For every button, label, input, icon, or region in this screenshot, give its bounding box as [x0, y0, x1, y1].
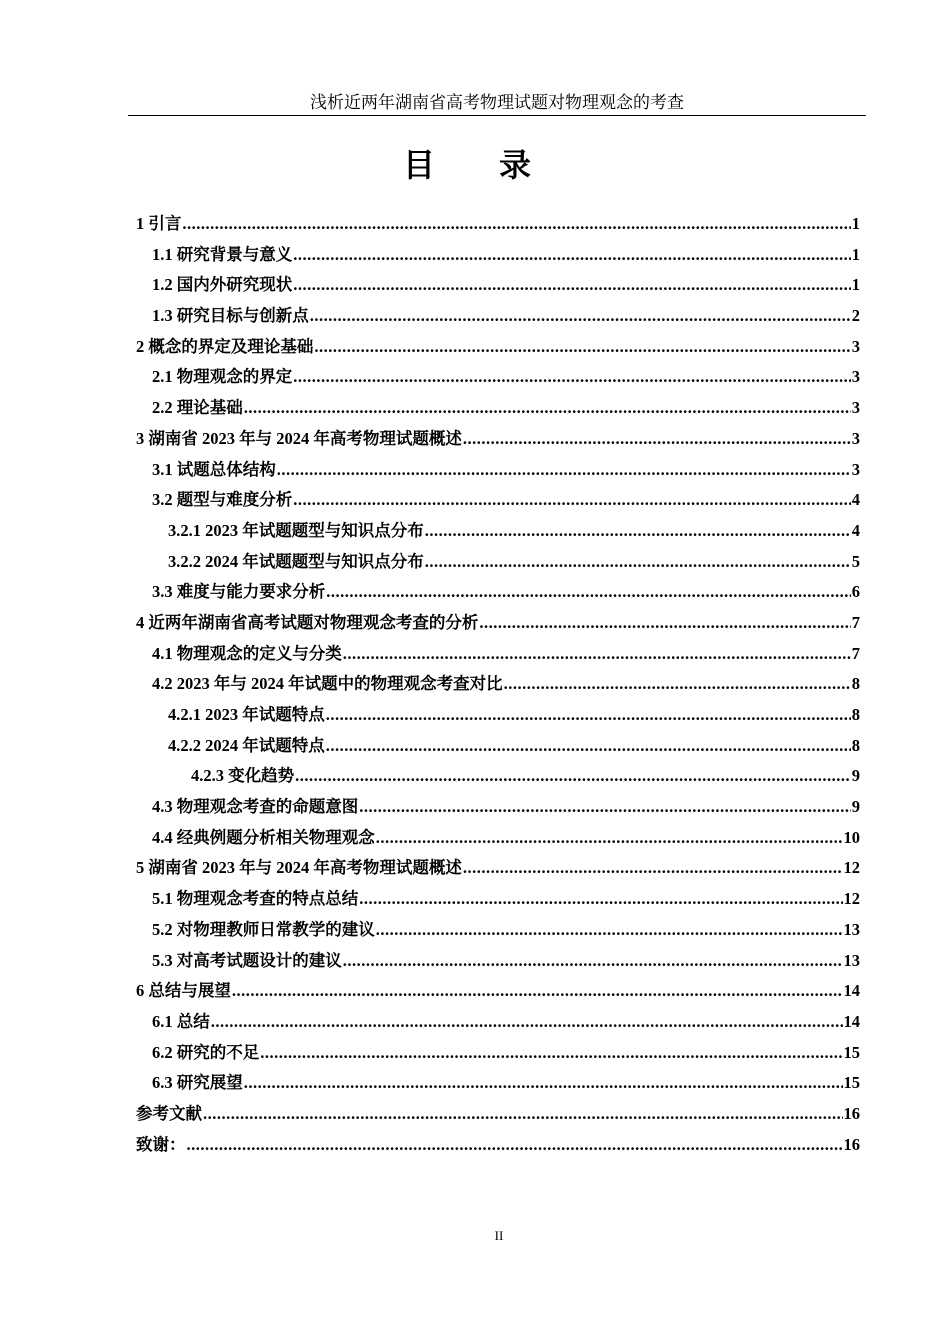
- toc-entry[interactable]: [136, 393, 860, 424]
- toc-entry[interactable]: [136, 547, 860, 578]
- toc-leader-dots: [211, 1007, 843, 1038]
- toc-entry-page: 15: [843, 1042, 860, 1062]
- toc-leader-dots: [463, 424, 851, 455]
- toc-entry-label: 4.1 物理观念的定义与分类: [152, 643, 342, 663]
- toc-entry[interactable]: [136, 792, 860, 823]
- toc-entry[interactable]: [136, 669, 860, 700]
- toc-entry-label: 1.3 研究目标与创新点: [152, 306, 309, 326]
- toc-entry-label: 4.3 物理观念考查的命题意图: [152, 797, 359, 817]
- toc-entry[interactable]: [136, 823, 860, 854]
- toc-entry-label: 3.2 题型与难度分析: [152, 490, 293, 510]
- toc-entry[interactable]: [136, 700, 860, 731]
- toc-leader-dots: [504, 669, 851, 700]
- toc-entry-page: 1: [851, 214, 860, 233]
- toc-entry-label: 参考文献: [136, 1103, 202, 1123]
- toc-entry-page: 6: [851, 582, 860, 602]
- toc-entry-page: 14: [843, 1011, 860, 1031]
- toc-entry-page: 16: [843, 1103, 860, 1123]
- toc-entry-label: 5.2 对物理教师日常教学的建议: [152, 919, 375, 939]
- toc-leader-dots: [326, 731, 851, 762]
- toc-entry-page: 10: [843, 827, 860, 847]
- toc-entry[interactable]: [136, 362, 860, 393]
- toc-entry[interactable]: [136, 1007, 860, 1038]
- toc-entry[interactable]: [136, 608, 860, 639]
- toc-entry-page: 8: [851, 674, 860, 694]
- toc-entry[interactable]: [136, 761, 860, 792]
- toc-entry-page: 8: [851, 705, 860, 724]
- toc-entry-label: 5.3 对高考试题设计的建议: [152, 950, 342, 970]
- toc-entry-page: 3: [851, 336, 860, 356]
- toc-entry-label: 6.2 研究的不足: [152, 1042, 260, 1062]
- toc-entry[interactable]: [136, 639, 860, 670]
- toc-entry-label: 6.1 总结: [152, 1011, 210, 1031]
- toc-leader-dots: [277, 455, 851, 486]
- toc-entry[interactable]: [136, 424, 860, 455]
- toc-leader-dots: [310, 301, 851, 332]
- header-rule: [128, 115, 866, 116]
- toc-entry-page: 1: [851, 244, 860, 264]
- toc-leader-dots: [293, 485, 851, 516]
- toc-leader-dots: [425, 547, 851, 578]
- toc-leader-dots: [187, 1130, 843, 1161]
- toc-entry[interactable]: [136, 1130, 860, 1161]
- toc-leader-dots: [376, 915, 843, 946]
- toc-entry-label: 4.4 经典例题分析相关物理观念: [152, 827, 375, 847]
- toc-entry-label: 3.2.1 2023 年试题题型与知识点分布: [168, 520, 424, 540]
- toc-entry[interactable]: [136, 884, 860, 915]
- toc-entry-page: 9: [851, 797, 860, 817]
- toc-entry-label: 4.2.2 2024 年试题特点: [168, 735, 325, 755]
- toc-entry-page: 3: [851, 398, 860, 418]
- toc-entry[interactable]: [136, 853, 860, 884]
- toc-entry[interactable]: [136, 301, 860, 332]
- toc-entry-page: 3: [851, 367, 860, 387]
- toc-entry[interactable]: [136, 240, 860, 271]
- toc-entry-label: 5 湖南省 2023 年与 2024 年高考物理试题概述: [136, 858, 462, 878]
- toc-entry[interactable]: [136, 946, 860, 977]
- toc-entry[interactable]: [136, 915, 860, 946]
- toc-entry-page: 13: [843, 919, 860, 939]
- toc-entry-label: 6 总结与展望: [136, 981, 231, 1001]
- toc-entry[interactable]: [136, 516, 860, 547]
- toc-leader-dots: [293, 240, 851, 271]
- toc-leader-dots: [232, 976, 843, 1007]
- toc-entry-page: 4: [851, 520, 860, 540]
- toc-leader-dots: [343, 639, 851, 670]
- toc-entry-page: 3: [851, 428, 860, 448]
- table-of-contents: [136, 209, 860, 1160]
- toc-entry[interactable]: [136, 485, 860, 516]
- toc-entry-page: 16: [843, 1134, 860, 1154]
- toc-leader-dots: [376, 823, 843, 854]
- toc-entry-page: 1: [851, 275, 860, 295]
- toc-entry-label: 1.2 国内外研究现状: [152, 275, 293, 295]
- toc-entry-label: 4.2.1 2023 年试题特点: [168, 705, 325, 724]
- toc-entry-page: 5: [851, 551, 860, 571]
- toc-leader-dots: [359, 792, 851, 823]
- toc-entry-page: 15: [843, 1073, 860, 1093]
- toc-entry[interactable]: [136, 1038, 860, 1069]
- toc-leader-dots: [295, 761, 851, 792]
- toc-entry-label: 1.1 研究背景与意义: [152, 244, 293, 264]
- toc-entry-label: 4.2 2023 年与 2024 年试题中的物理观念考查对比: [152, 674, 503, 694]
- toc-title: 目录: [402, 146, 595, 184]
- toc-entry-page: 2: [851, 306, 860, 326]
- toc-entry-page: 7: [851, 643, 860, 663]
- toc-entry[interactable]: [136, 1068, 860, 1099]
- toc-leader-dots: [326, 577, 851, 608]
- toc-entry[interactable]: [136, 270, 860, 301]
- toc-entry-page: 8: [851, 735, 860, 755]
- toc-entry-label: 3.1 试题总体结构: [152, 459, 276, 479]
- toc-entry[interactable]: [136, 209, 860, 240]
- toc-leader-dots: [425, 516, 851, 547]
- toc-entry-label: 5.1 物理观念考查的特点总结: [152, 889, 359, 909]
- toc-entry-label: 2.2 理论基础: [152, 398, 243, 418]
- toc-entry-label: 3 湖南省 2023 年与 2024 年高考物理试题概述: [136, 428, 462, 448]
- toc-leader-dots: [244, 1068, 843, 1099]
- toc-entry[interactable]: [136, 577, 860, 608]
- toc-entry-label: 2 概念的界定及理论基础: [136, 336, 314, 356]
- toc-leader-dots: [359, 884, 842, 915]
- toc-entry-label: 4.2.3 变化趋势: [191, 766, 295, 786]
- toc-entry-page: 12: [843, 889, 860, 909]
- toc-entry-label: 2.1 物理观念的界定: [152, 367, 293, 387]
- toc-leader-dots: [314, 332, 850, 363]
- toc-entry-page: 4: [851, 490, 860, 510]
- toc-leader-dots: [182, 209, 850, 240]
- toc-entry[interactable]: [136, 976, 860, 1007]
- toc-entry-page: 9: [851, 766, 860, 786]
- toc-entry[interactable]: [136, 731, 860, 762]
- toc-entry-page: 12: [843, 858, 860, 878]
- toc-leader-dots: [293, 362, 851, 393]
- running-header: 浅析近两年湖南省高考物理试题对物理观念的考查: [310, 93, 684, 113]
- toc-leader-dots: [260, 1038, 842, 1069]
- toc-leader-dots: [244, 393, 851, 424]
- toc-entry-page: 7: [851, 612, 860, 632]
- toc-entry-label: 3.3 难度与能力要求分析: [152, 582, 326, 602]
- toc-entry-label: 4 近两年湖南省高考试题对物理观念考查的分析: [136, 612, 479, 632]
- toc-entry-label: 6.3 研究展望: [152, 1073, 243, 1093]
- page-number: II: [494, 1228, 504, 1243]
- toc-entry[interactable]: [136, 1099, 860, 1130]
- toc-entry[interactable]: [136, 332, 860, 363]
- toc-entry-label: 3.2.2 2024 年试题题型与知识点分布: [168, 551, 424, 571]
- toc-leader-dots: [343, 946, 843, 977]
- toc-leader-dots: [203, 1099, 843, 1130]
- toc-leader-dots: [293, 270, 851, 301]
- toc-entry-page: 13: [843, 950, 860, 970]
- toc-leader-dots: [326, 700, 851, 731]
- toc-leader-dots: [463, 853, 843, 884]
- toc-entry-label: 1 引言: [136, 214, 182, 233]
- toc-leader-dots: [479, 608, 850, 639]
- toc-entry-page: 14: [843, 981, 860, 1001]
- toc-entry-label: 致谢：: [136, 1134, 186, 1154]
- toc-entry[interactable]: [136, 455, 860, 486]
- toc-entry-page: 3: [851, 459, 860, 479]
